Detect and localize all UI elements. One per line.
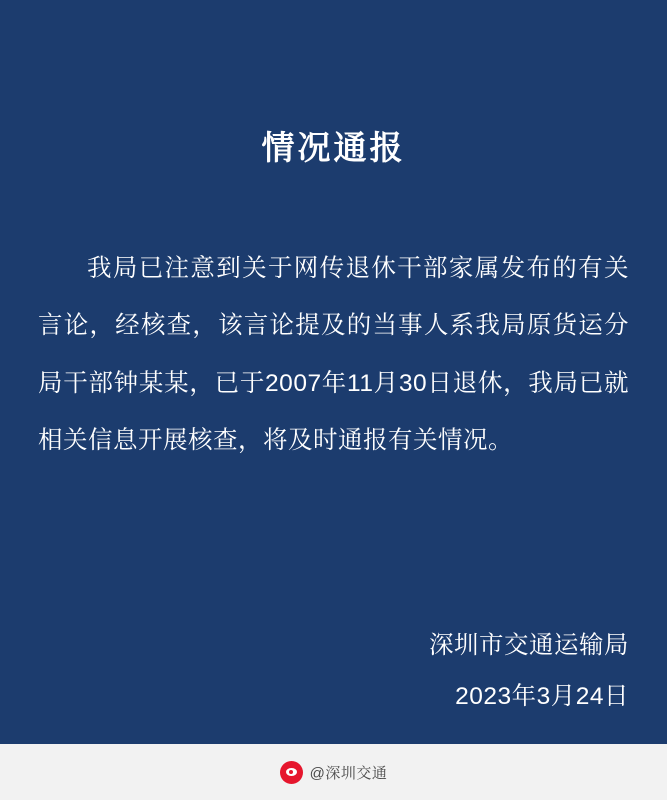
- footer-bar: [0, 744, 667, 800]
- signature-organization: 深圳市交通运输局: [429, 632, 629, 659]
- weibo-account-badge[interactable]: [280, 761, 388, 784]
- page-title: 情况通报: [261, 129, 406, 166]
- notice-body-text: 我局已注意到关于网传退休干部家属发布的有关言论，经核查，该言论提及的当事人系我局原货运分局干部钟某某，已于2007年11月30日退休，我局已就相关信息开展核查，将及时通报有关情况。: [38, 254, 629, 455]
- signature-date: 2023年3月24日: [455, 683, 629, 711]
- weibo-eye-icon: [280, 761, 303, 784]
- signature-block: [429, 620, 629, 723]
- weibo-account-name: @深圳交通: [309, 764, 388, 782]
